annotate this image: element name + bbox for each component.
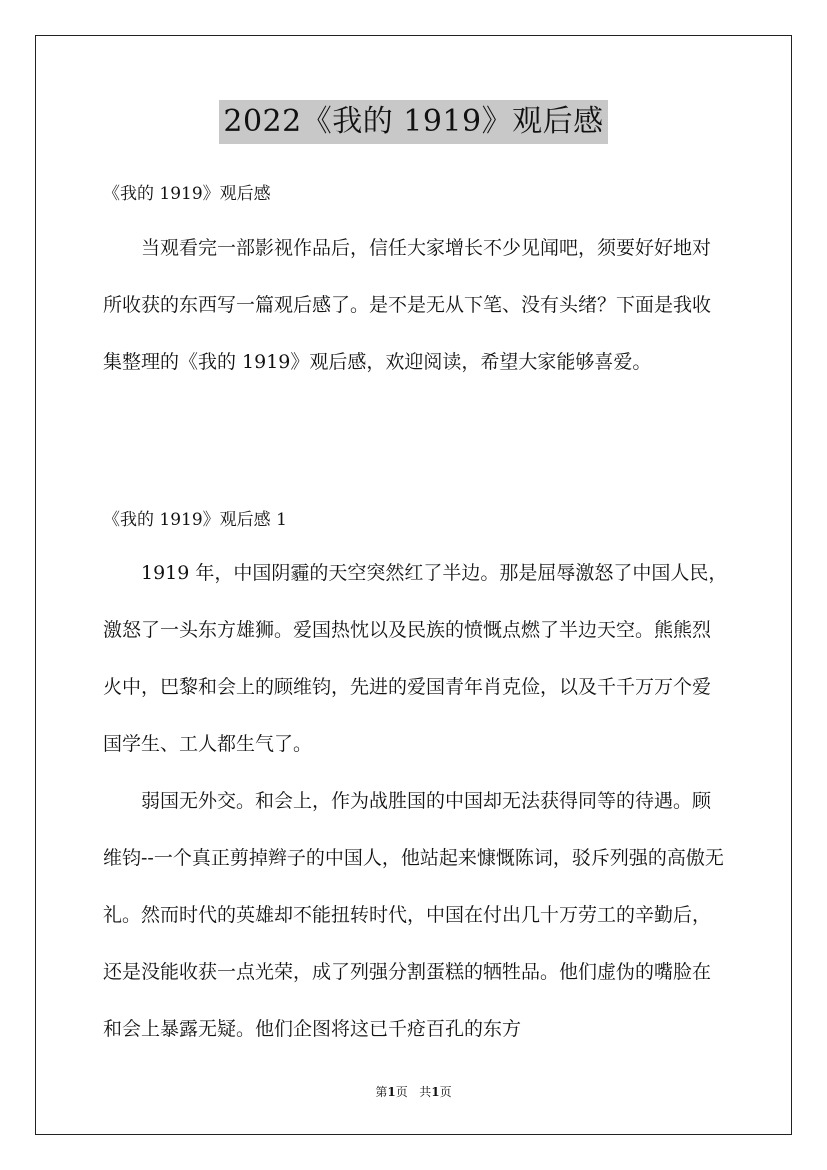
body-paragraph-1: 1919 年，中国阴霾的天空突然红了半边。那是屈辱激怒了中国人民，激怒了一头东方雄狮。爱国热忱以及民族的愤慨点燃了半边天空。熊熊烈火中，巴黎和会上的顾维钧，先进的爱国青年肖克俭，以及千千万万个爱国学生、工人都生气了。 — [103, 562, 728, 755]
page-prefix: 第 — [375, 1085, 388, 1099]
section-heading: 《我的 1919》观后感 1 — [103, 510, 287, 530]
title-container — [0, 100, 827, 144]
body-paragraph-2: 弱国无外交。和会上，作为战胜国的中国却无法获得同等的待遇。顾维钧--一个真正剪掉辫子的中国人，他站起来慷慨陈词，驳斥列强的高傲无礼。然而时代的英雄却不能扭转时代，中国在付出几十万劳工的辛勤后，还是没能收获一点光荣，成了列强分割蛋糕的牺牲品。他们虚伪的嘴脸在和会上暴露无疑。他们企图将这已千疮百孔的东方 — [103, 790, 724, 1040]
total-pages: 1 — [431, 1085, 440, 1099]
document-title: 2022《我的 1919》观后感 — [219, 100, 607, 144]
intro-block — [103, 220, 729, 391]
document-subtitle: 《我的 1919》观后感 — [103, 184, 271, 204]
page-number: 1 — [387, 1085, 396, 1099]
page-suffix: 页 — [395, 1085, 408, 1099]
body-block — [103, 545, 729, 1058]
page-footer — [0, 1083, 827, 1101]
intro-paragraph: 当观看完一部影视作品后，信任大家增长不少见闻吧，须要好好地对所收获的东西写一篇观后感了。是不是无从下笔、没有头绪？下面是我收集整理的《我的 1919》观后感，欢迎阅读，希望大家能够喜爱。 — [103, 237, 712, 373]
total-suffix: 页 — [439, 1085, 452, 1099]
total-prefix: 共 — [419, 1085, 432, 1099]
